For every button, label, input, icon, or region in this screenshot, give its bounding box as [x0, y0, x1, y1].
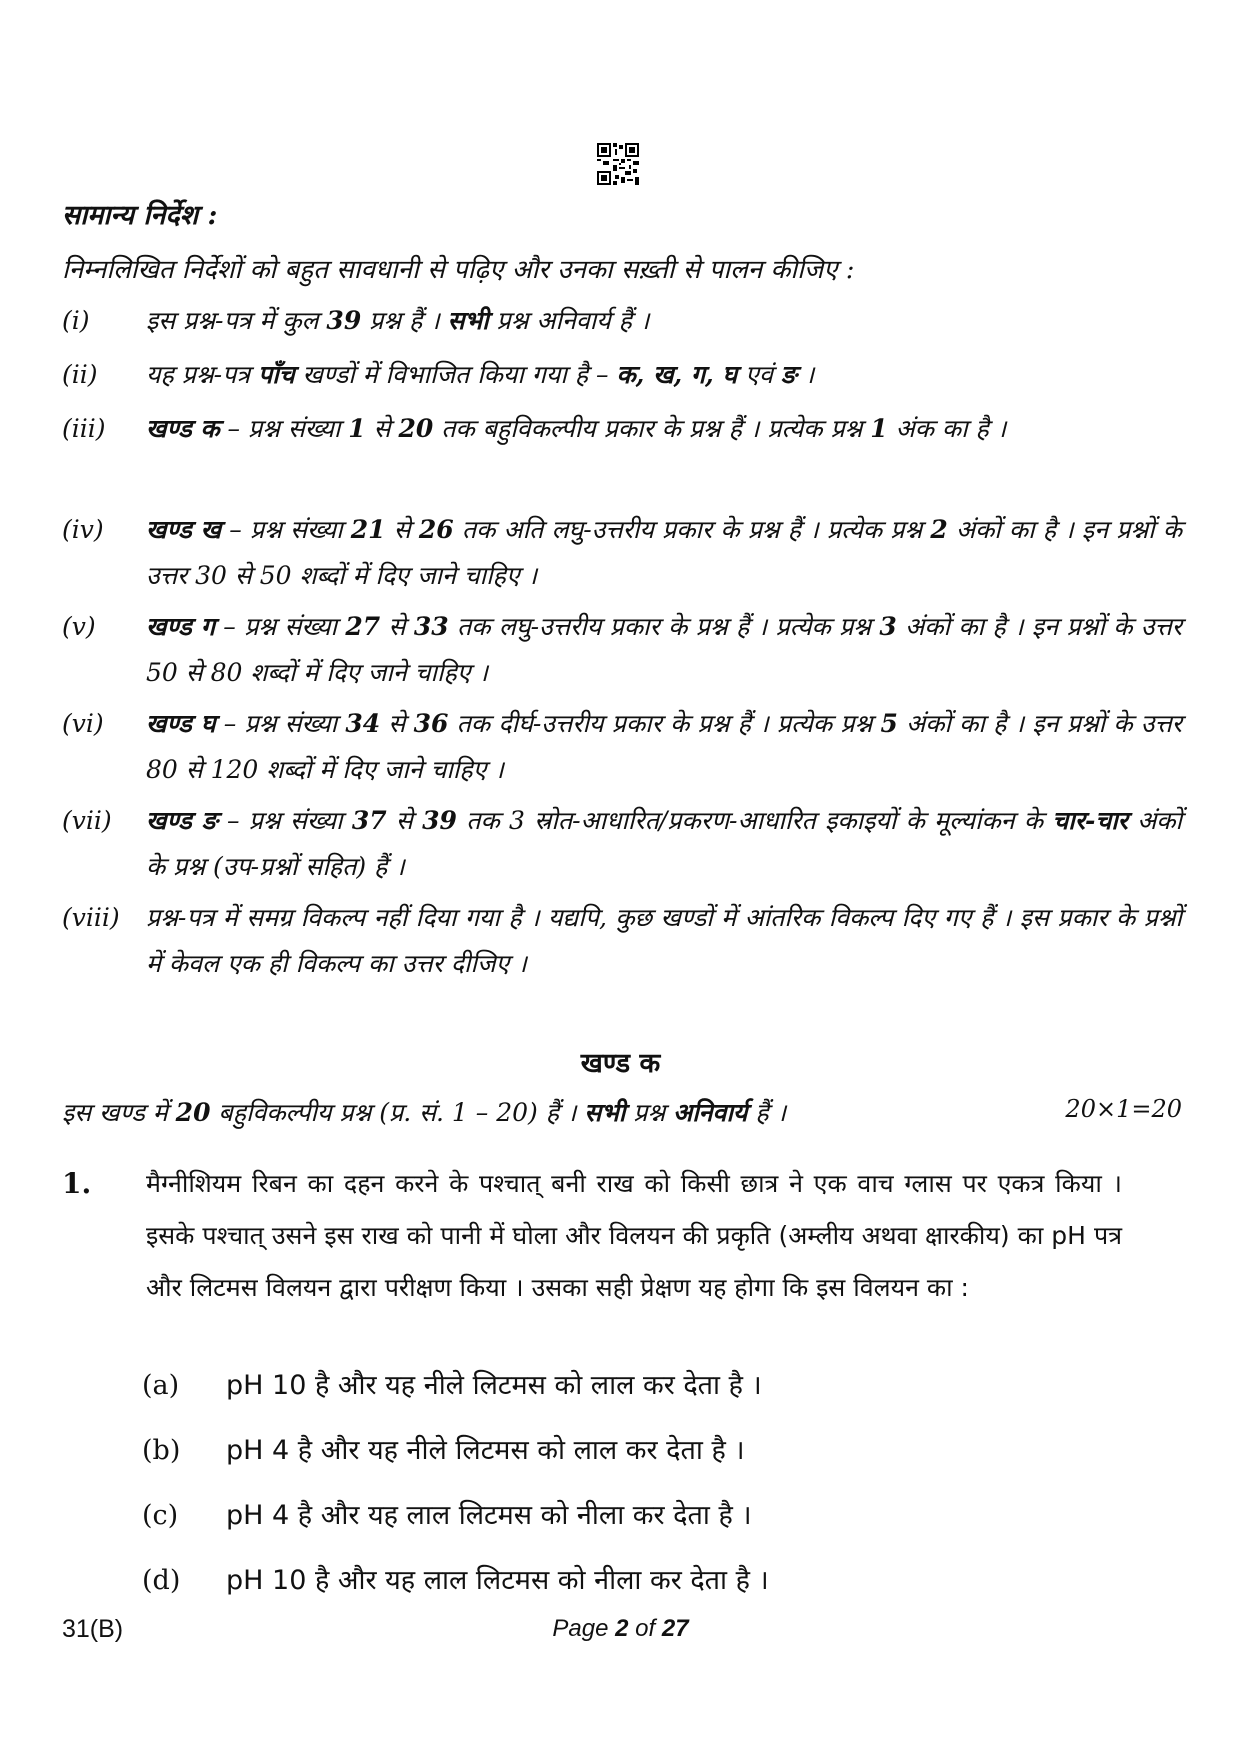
paper-code: 31(B): [62, 1615, 124, 1643]
option-label: (c): [142, 1500, 179, 1531]
option-text: pH 10 है और यह नीले लिटमस को लाल कर देता है ।: [226, 1370, 762, 1401]
option-label: (d): [142, 1565, 181, 1596]
instruction-item: (v) खण्ड ग – प्रश्न संख्या 27 से 33 तक लघु-उत्तरीय प्रकार के प्रश्न हैं । प्रत्येक प्रश्न 3 अंकों का है । इन प्रश्नों के उत्तर 50 से 80 शब्दों में दिए जाने चाहिए ।: [62, 604, 1182, 696]
instruction-number: (viii): [62, 903, 120, 932]
question-number: 1.: [62, 1167, 92, 1200]
option-d: [142, 1560, 769, 1597]
option-label: (b): [142, 1435, 181, 1466]
instruction-item: (vi) खण्ड घ – प्रश्न संख्या 34 से 36 तक दीर्घ-उत्तरीय प्रकार के प्रश्न हैं । प्रत्येक प्रश्न 5 अंकों का है । इन प्रश्नों के उत्तर 80 से 120 शब्दों में दिए जाने चाहिए ।: [62, 701, 1182, 793]
instruction-item: (ii) यह प्रश्न-पत्र पाँच खण्डों में विभाजित किया गया है – क, ख, ग, घ एवं ङ ।: [62, 352, 1182, 398]
question-text: मैग्नीशियम रिबन का दहन करने के पश्चात् बनी राख को किसी छात्र ने एक वाच ग्लास पर एकत्र किया । इसके पश्चात् उसने इस राख को पानी में घोला और विलयन की प्रकृति (अम्लीय अथवा क्षारकीय) का pH पत्र और लिटमस विलयन द्वारा परीक्षण किया । उसका सही प्रेक्षण यह होगा कि इस विलयन का :: [146, 1169, 1122, 1302]
instruction-number: (vii): [62, 806, 112, 835]
section-note: इस खण्ड में 20 बहुविकल्पीय प्रश्न (प्र. सं. 1 – 20) हैं । सभी प्रश्न अनिवार्य हैं । 20×1=20: [62, 1095, 1182, 1127]
instruction-number: (v): [62, 612, 96, 641]
qr-code: [597, 143, 639, 185]
section-title: खण्ड क: [580, 1048, 661, 1079]
option-label: (a): [142, 1370, 180, 1401]
option-text: pH 10 है और यह लाल लिटमस को नीला कर देता है ।: [226, 1565, 769, 1596]
instruction-number: (iii): [62, 414, 106, 443]
instructions-heading: सामान्य निर्देश :: [62, 200, 218, 231]
option-text: pH 4 है और यह लाल लिटमस को नीला कर देता है ।: [226, 1500, 752, 1531]
instruction-item: (i) इस प्रश्न-पत्र में कुल 39 प्रश्न हैं । सभी प्रश्न अनिवार्य हैं ।: [62, 298, 1182, 344]
option-text: pH 4 है और यह नीले लिटमस को लाल कर देता है ।: [226, 1435, 745, 1466]
option-b: [142, 1430, 745, 1467]
question-1: [62, 1158, 1122, 1314]
instruction-item: (viii) प्रश्न-पत्र में समग्र विकल्प नहीं दिया गया है । यद्यपि, कुछ खण्डों में आंतरिक विकल्प दिए गए हैं । इस प्रकार के प्रश्नों में केवल एक ही विकल्प का उत्तर दीजिए ।: [62, 895, 1182, 987]
instruction-number: (iv): [62, 515, 104, 544]
page-number: Page 2 of 27: [552, 1615, 689, 1642]
instruction-number: (vi): [62, 709, 104, 738]
section-marks: 20×1=20: [1065, 1095, 1182, 1123]
option-a: [142, 1365, 762, 1402]
instruction-item: (iii) खण्ड क – प्रश्न संख्या 1 से 20 तक बहुविकल्पीय प्रकार के प्रश्न हैं । प्रत्येक प्रश्न 1 अंक का है ।: [62, 406, 1182, 452]
instruction-item: (vii) खण्ड ङ – प्रश्न संख्या 37 से 39 तक 3 स्रोत-आधारित/प्रकरण-आधारित इकाइयों के मूल्यांकन के चार-चार अंकों के प्रश्न (उप-प्रश्नों सहित) हैं ।: [62, 798, 1182, 890]
instruction-number: (i): [62, 306, 90, 335]
instruction-item: (iv) खण्ड ख – प्रश्न संख्या 21 से 26 तक अति लघु-उत्तरीय प्रकार के प्रश्न हैं । प्रत्येक प्रश्न 2 अंकों का है । इन प्रश्नों के उत्तर 30 से 50 शब्दों में दिए जाने चाहिए ।: [62, 507, 1182, 599]
instructions-intro: निम्नलिखित निर्देशों को बहुत सावधानी से पढ़िए और उनका सख़्ती से पालन कीजिए :: [62, 255, 855, 285]
instruction-number: (ii): [62, 360, 98, 389]
option-c: [142, 1495, 752, 1532]
